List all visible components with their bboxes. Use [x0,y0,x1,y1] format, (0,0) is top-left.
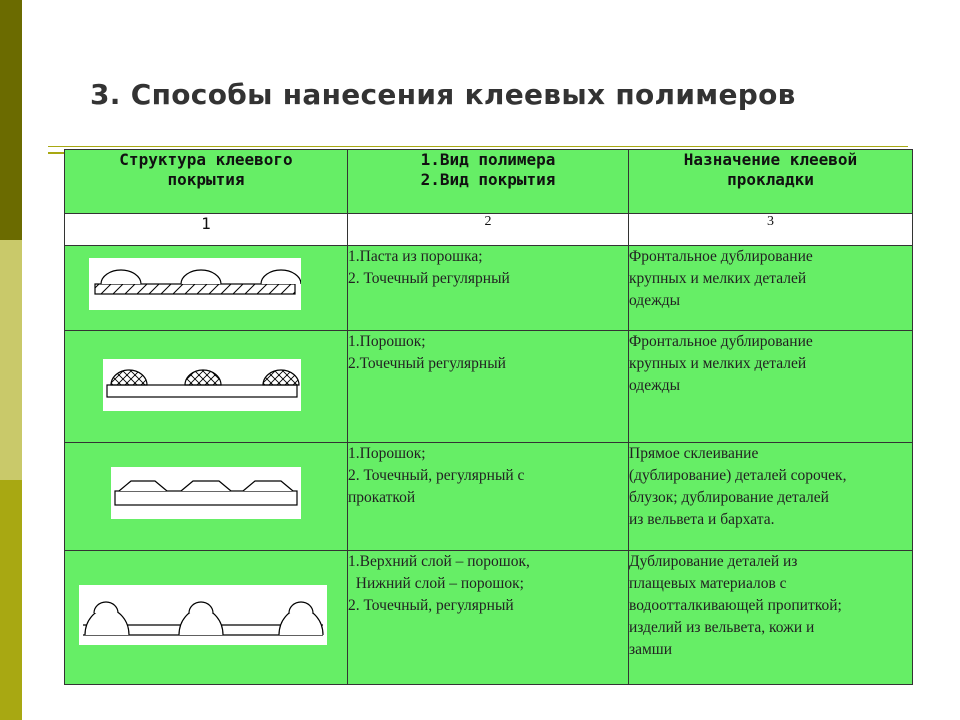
polymer-cell [348,331,629,443]
table-row [65,551,913,685]
purpose-cell [629,246,913,331]
purpose-cell [629,331,913,443]
polymer-line: Нижний слой – порошок; [348,575,524,592]
polymer-line: прокаткой [348,489,416,506]
polymer-cell [348,246,629,331]
purpose-line: замши [629,641,673,658]
header-polymer [348,150,629,214]
polymer-line: 1.Порошок; [348,333,426,350]
purpose-line: блузок; дублирование деталей [629,489,829,506]
purpose-line: Фронтальное дублирование [629,248,813,265]
column-number-row [65,214,913,246]
sidebar-band-light [0,240,22,480]
table-header-row [65,150,913,214]
polymer-line: 2.Точечный регулярный [348,355,506,372]
purpose-line: Фронтальное дублирование [629,333,813,350]
purpose-line: Прямое склеивание [629,445,759,462]
structure-cell [65,331,348,443]
purpose-cell [629,443,913,551]
structure-cell [65,246,348,331]
purpose-line: из вельвета и бархата. [629,511,775,528]
header-purpose-line1: Назначение клеевой [683,150,858,169]
table-row [65,331,913,443]
sidebar-band-mid [0,480,22,720]
polymer-cell [348,443,629,551]
table-row [65,443,913,551]
purpose-line: крупных и мелких деталей [629,270,807,287]
polymer-line: 2. Точечный, регулярный [348,597,514,614]
polymer-line: 2. Точечный регулярный [348,270,510,287]
paste-dots-hatched-diagram-icon [89,258,301,310]
column-number-2: 2 [348,214,629,246]
purpose-line: плащевых материалов с [629,575,787,592]
header-purpose-line2: прокладки [727,170,814,189]
title-divider [48,146,908,147]
header-purpose [629,150,913,214]
structure-cell [65,551,348,685]
purpose-line: крупных и мелких деталей [629,355,807,372]
polymer-line: 1.Верхний слой – порошок, [348,553,530,570]
purpose-line: одежды [629,377,681,394]
powder-dots-crosshatched-diagram-icon [103,359,301,411]
table-row [65,246,913,331]
purpose-line: водоотталкивающей пропиткой; [629,597,842,614]
purpose-line: изделий из вельвета, кожи и [629,619,815,636]
polymer-cell [348,551,629,685]
column-number-1: 1 [65,214,348,246]
polymer-line: 2. Точечный, регулярный с [348,467,525,484]
purpose-line: Дублирование деталей из [629,553,798,570]
purpose-line: одежды [629,292,681,309]
header-structure-line2: покрытия [167,170,245,189]
powder-dots-rolled-diagram-icon [111,467,301,519]
slide-title: 3. Способы нанесения клеевых полимеров [90,78,796,111]
polymer-line: 1.Паста из порошка; [348,248,483,265]
header-structure [65,150,348,214]
header-polymer-line1: 1.Вид полимера [420,150,556,169]
purpose-line: (дублирование) деталей сорочек, [629,467,847,484]
purpose-cell [629,551,913,685]
column-number-3: 3 [629,214,913,246]
decorative-sidebar [0,0,22,720]
header-structure-line1: Структура клеевого [119,150,293,169]
polymer-line: 1.Порошок; [348,445,426,462]
sidebar-band-dark [0,0,22,240]
double-layer-dots-diagram-icon [79,585,327,645]
polymer-methods-table [64,149,913,685]
structure-cell [65,443,348,551]
header-polymer-line2: 2.Вид покрытия [420,170,556,189]
